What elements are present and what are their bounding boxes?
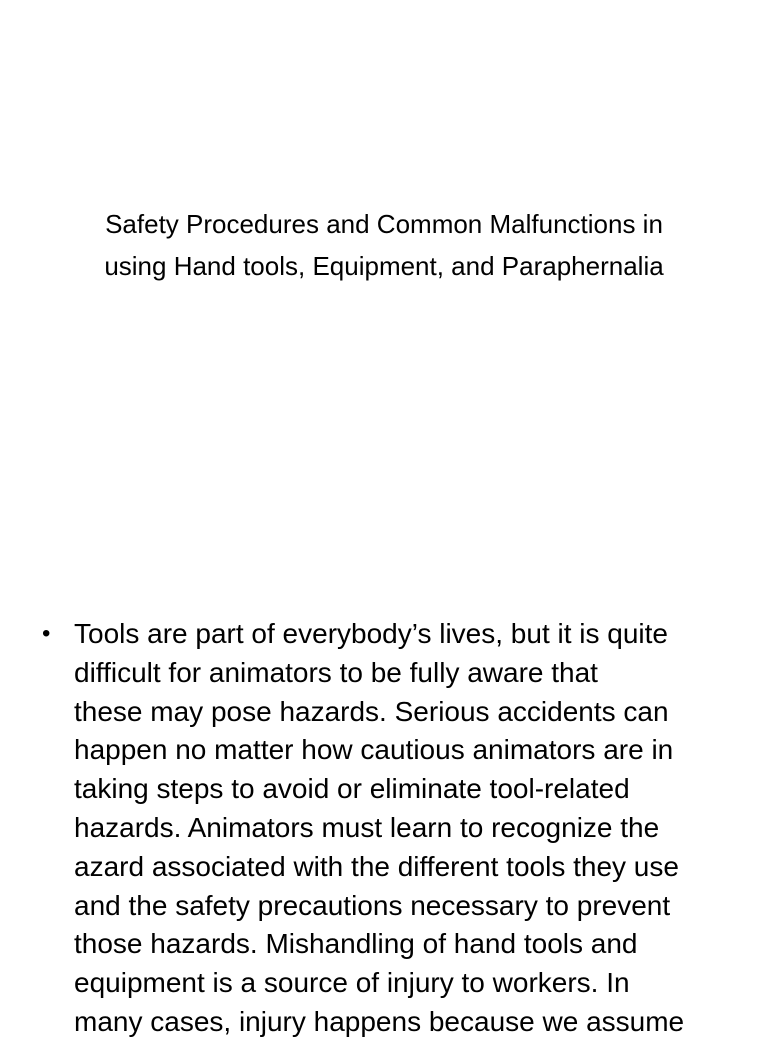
- slide-title: [40, 203, 728, 287]
- body-line-4: happen no matter how cautious animators are in: [74, 734, 674, 766]
- bullet-item: [40, 615, 730, 1042]
- body-line-8: and the safety precautions necessary to prevent: [74, 889, 671, 921]
- body-line-2: difficult for animators to be fully aware that: [74, 656, 598, 688]
- body-line-1: Tools are part of everybody’s lives, but it is quite: [74, 618, 669, 649]
- title-line-2: using Hand tools, Equipment, and Paraphernalia: [104, 251, 664, 281]
- bullet-marker-icon: •: [42, 620, 51, 647]
- body-line-9: those hazards. Mishandling of hand tools and: [74, 928, 638, 960]
- bullet-list: [40, 615, 730, 1042]
- body-line-10: equipment is a source of injury to workers. In: [74, 967, 630, 999]
- body-line-7: azard associated with the different tools they use: [74, 850, 679, 882]
- body-line-5: taking steps to avoid or eliminate tool-related: [74, 773, 630, 805]
- body-line-3: these may pose hazards. Serious accidents can: [74, 695, 669, 727]
- body-line-11: many cases, injury happens because we assume: [74, 1005, 685, 1037]
- body-line-6: hazards. Animators must learn to recognize the: [74, 811, 660, 843]
- title-line-1: Safety Procedures and Common Malfunctions in: [105, 209, 663, 239]
